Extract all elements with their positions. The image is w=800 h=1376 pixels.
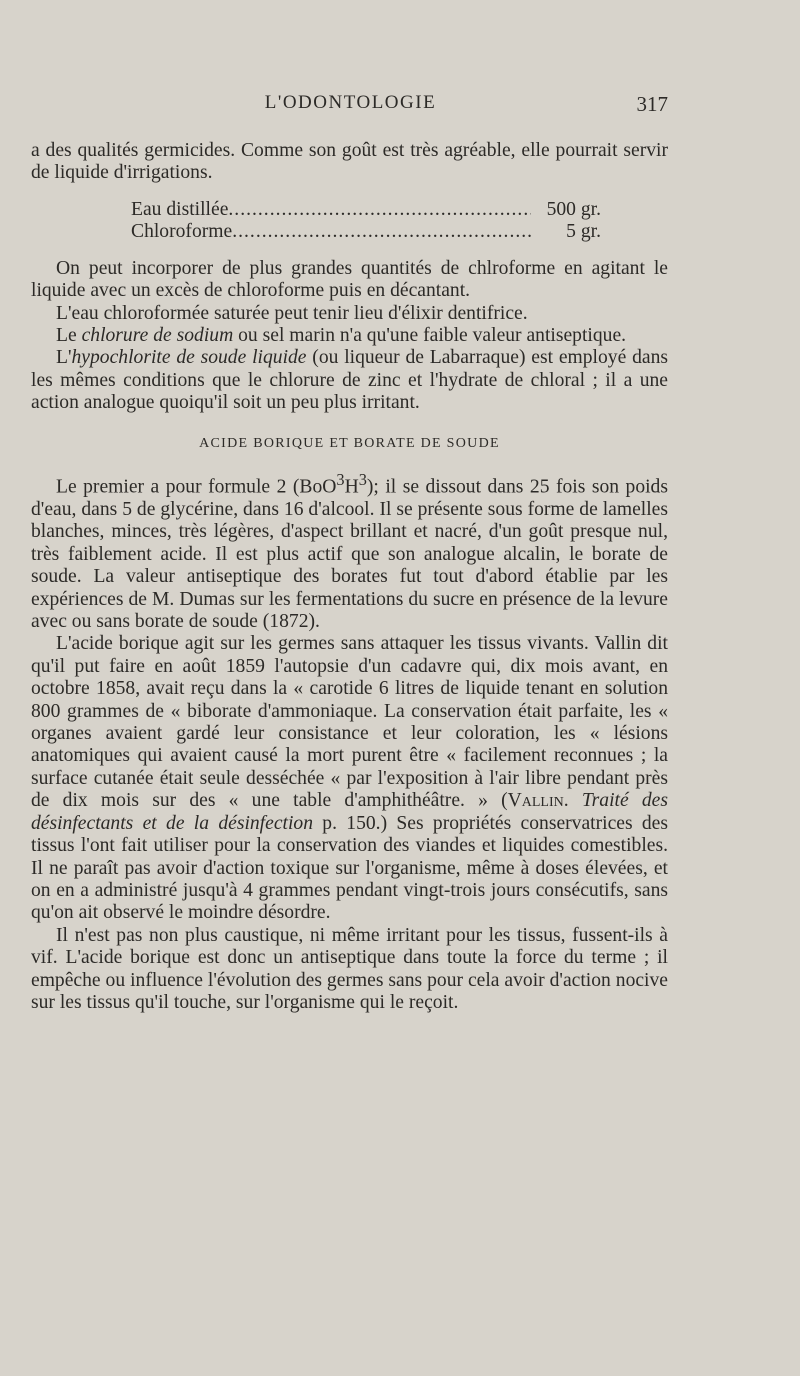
recipe-ingredient: Chloroforme <box>131 221 233 243</box>
paragraph-elixir: L'eau chloroformée saturée peut tenir lieu d'élixir dentifrice. <box>56 302 528 324</box>
paragraph-boric-formula: Le premier a pour formule 2 $(BoO^3H^3)$; il se dissout dans 25 fois son poids d'eau, dans 5 de glycérine, dans 16 d'alcool. Il se présente sous forme de lamelles blanches, minces, très légères, d'aspect brillant et nacré, d'un goût presque nul, très faiblement acide. Il est plus actif que son analogue alcalin, le borate de soude. La valeur antiseptique des borates fut tout d'abord établie par les expériences de M. Dumas sur les fermentations du sucre en présence de la levure avec ou sans borate de soude (1872). <box>31 470 668 633</box>
italic-title: Traité des désinfectants et de la désinfection <box>31 790 668 834</box>
recipe-row-chloroform <box>131 221 601 244</box>
running-head: L'ODONTOLOGIE <box>264 92 437 113</box>
section-heading: ACIDE BORIQUE ET BORATE DE SOUDE <box>199 435 500 451</box>
page-number: 317 <box>636 92 668 116</box>
recipe-row-water <box>131 199 601 222</box>
paragraph-hypochlorite: L'hypochlorite de soude liquide (ou liqueur de Labarraque) est employé dans les mêmes conditions que le chlorure de zinc et l'hydrate de chloral ; il a une action analogue quoiqu'il soit un peu plus irritant. <box>31 347 668 414</box>
paragraph-chloroform: On peut incorporer de plus grandes quantités de chlroforme en agitant le liquide avec un excès de chloroforme puis en décantant. <box>31 257 668 302</box>
page-body <box>31 140 668 1014</box>
paragraph-irrigations: a des qualités germicides. Comme son goût est très agréable, elle pourrait servir de liquide d'irrigations. <box>31 140 668 184</box>
dot-leader <box>228 199 531 221</box>
paragraph-boric-action: L'acide borique agit sur les germes sans attaquer les tissus vivants. Vallin dit qu'il put faire en août 1859 l'autopsie d'un cadavre qui, dix mois avant, en octobre 1858, avait reçu dans la « carotide 6 litres de liquide tenant en solution 800 grammes de « biborate d'ammoniaque. La conservation était parfaite, les « organes avaient gardé leur consistance et leur coloration, les « lésions anatomiques qui avaient causé la mort purent être « facilement reconnues ; la surface cutanée était seule desséchée « par l'exposition à l'air libre pendant près de dix mois sur des « une table d'amphithéâtre. » (Vallin. Traité des désinfectants et de la désinfection p. 150.) Ses propriétés conservatrices des tissus l'ont fait utiliser pour la conservation des viandes et liquides comestibles. Il ne paraît pas avoir d'action toxique sur l'organisme, même à doses élevées, et on en a administré jusqu'à 4 grammes pendant vingt-trois jours consécutifs, sans qu'on ait observé le moindre désordre. <box>31 633 668 924</box>
recipe-quantity: 5 gr. <box>566 221 601 243</box>
italic-term: chlorure de sodium <box>81 325 234 347</box>
dot-leader <box>232 221 531 243</box>
recipe-table <box>131 199 601 244</box>
italic-term: hypochlorite de soude liquide <box>71 347 307 369</box>
recipe-ingredient: Eau distillée <box>131 198 229 220</box>
recipe-quantity: 500 gr. <box>546 198 601 220</box>
paragraph-sodium-chloride: Le chlorure de sodium ou sel marin n'a qu'une faible valeur antiseptique. <box>56 325 627 347</box>
author-name: Vallin <box>507 790 564 812</box>
paragraph-caustic: Il n'est pas non plus caustique, ni même irritant pour les tissus, fussent-ils à vif. L'acide borique est donc un antiseptique dans toute la force du terme ; il empêche ou influence l'évolution des germes sans pour cela avoir d'action nocive sur les tissus qu'il touche, sur l'organisme qui le reçoit. <box>31 924 668 1013</box>
page-header <box>33 92 668 122</box>
